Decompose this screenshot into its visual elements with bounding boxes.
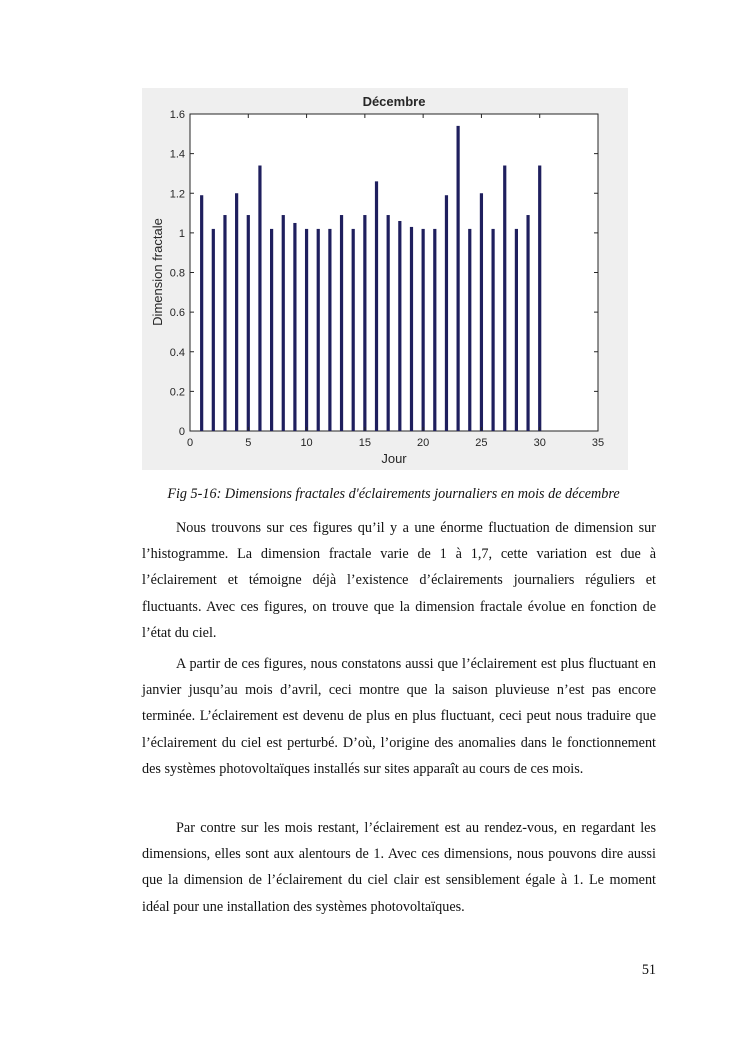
bar-chart (142, 88, 628, 470)
y-axis-label: Dimension fractale (150, 218, 165, 326)
bar-day-18 (398, 221, 401, 431)
paragraph-3 (142, 815, 656, 920)
x-tick-label: 0 (186, 437, 194, 449)
y-tick-label: 0.6 (169, 307, 185, 320)
bar-day-12 (328, 229, 331, 431)
paragraph-3-text: Par contre sur les mois restant, l’éclairement est au rendez-vous, en regardant les dimensions, elles sont aux alentours de 1. Avec ces dimensions, nous pouvons dire aussi que la dimension de l’éclairement du ciel clair est sensiblement égale à 1. Le moment idéal pour une installation des systèmes photovoltaïques. (142, 820, 656, 915)
bar-day-6 (258, 166, 261, 431)
y-tick-label: 0 (178, 426, 185, 438)
bar-day-19 (410, 227, 413, 431)
y-tick-label: 0.4 (169, 346, 185, 359)
y-tick-label: 1.4 (169, 148, 185, 161)
bar-day-26 (491, 229, 494, 431)
bar-day-20 (422, 229, 425, 431)
x-tick-label: 5 (245, 437, 252, 449)
bar-day-23 (457, 126, 460, 431)
bar-day-22 (445, 195, 448, 431)
paragraph-1-text: Nous trouvons sur ces figures qu’il y a une énorme fluctuation de dimension sur l’histogramme. La dimension fractale varie de 1 à 1,7, cette variation est due à l’éclairement et témoigne déjà l’existence d’éclairements journaliers réguliers et fluctuants. Avec ces figures, on trouve que la dimension fractale évolue en fonction de l’état du ciel. (142, 520, 656, 641)
bar-day-16 (375, 181, 378, 431)
bar-day-9 (293, 223, 296, 431)
x-tick-label: 25 (475, 437, 488, 449)
x-tick-label: 10 (300, 437, 313, 449)
figure-caption: Fig 5-16: Dimensions fractales d'éclairements journaliers en mois de décembre (167, 486, 620, 502)
y-tick-label: 1.2 (169, 188, 185, 201)
bar-day-5 (247, 215, 250, 431)
bar-day-10 (305, 229, 308, 431)
bar-day-17 (387, 215, 390, 431)
bar-day-7 (270, 229, 273, 431)
x-tick-label: 30 (533, 437, 546, 449)
bar-day-13 (340, 215, 343, 431)
x-tick-label: 35 (591, 437, 605, 449)
bar-day-24 (468, 229, 471, 431)
bar-day-2 (212, 229, 215, 431)
bar-day-8 (282, 215, 285, 431)
x-tick-label: 15 (358, 437, 371, 449)
bar-day-1 (200, 195, 203, 431)
bar-day-27 (503, 166, 506, 431)
bar-day-25 (480, 193, 483, 431)
x-tick-label: 20 (417, 437, 430, 449)
bar-day-21 (433, 229, 436, 431)
bar-day-30 (538, 166, 541, 431)
plot-area (190, 114, 598, 431)
bar-day-4 (235, 193, 238, 431)
y-tick-label: 1.6 (169, 109, 185, 121)
y-tick-label: 0.8 (169, 267, 185, 280)
bar-day-15 (363, 215, 366, 431)
bar-day-11 (317, 229, 320, 431)
bar-day-29 (526, 215, 529, 431)
figure-chart (142, 88, 628, 470)
bar-day-14 (352, 229, 355, 431)
bar-day-3 (223, 215, 226, 431)
x-axis-label: Jour (381, 451, 407, 466)
page-number: 51 (641, 962, 656, 978)
chart-title: Décembre (362, 94, 426, 109)
y-tick-label: 1 (178, 227, 185, 240)
y-tick-label: 0.2 (169, 386, 185, 399)
paragraph-2-text: A partir de ces figures, nous constatons aussi que l’éclairement est plus fluctuant en janvier jusqu’au mois d’avril, ceci montre que la saison pluvieuse n’est pas encore terminée. L’éclairement est devenu de plus en plus fluctuant, ceci peut nous traduire que l’éclairement du ciel est perturbé. D’où, l’origine des anomalies dans le fonctionnement des systèmes photovoltaïques installés sur sites apparaît au cours de ces mois. (142, 656, 656, 777)
paragraph-1 (142, 515, 656, 646)
paragraph-2 (142, 651, 656, 782)
bar-day-28 (515, 229, 518, 431)
